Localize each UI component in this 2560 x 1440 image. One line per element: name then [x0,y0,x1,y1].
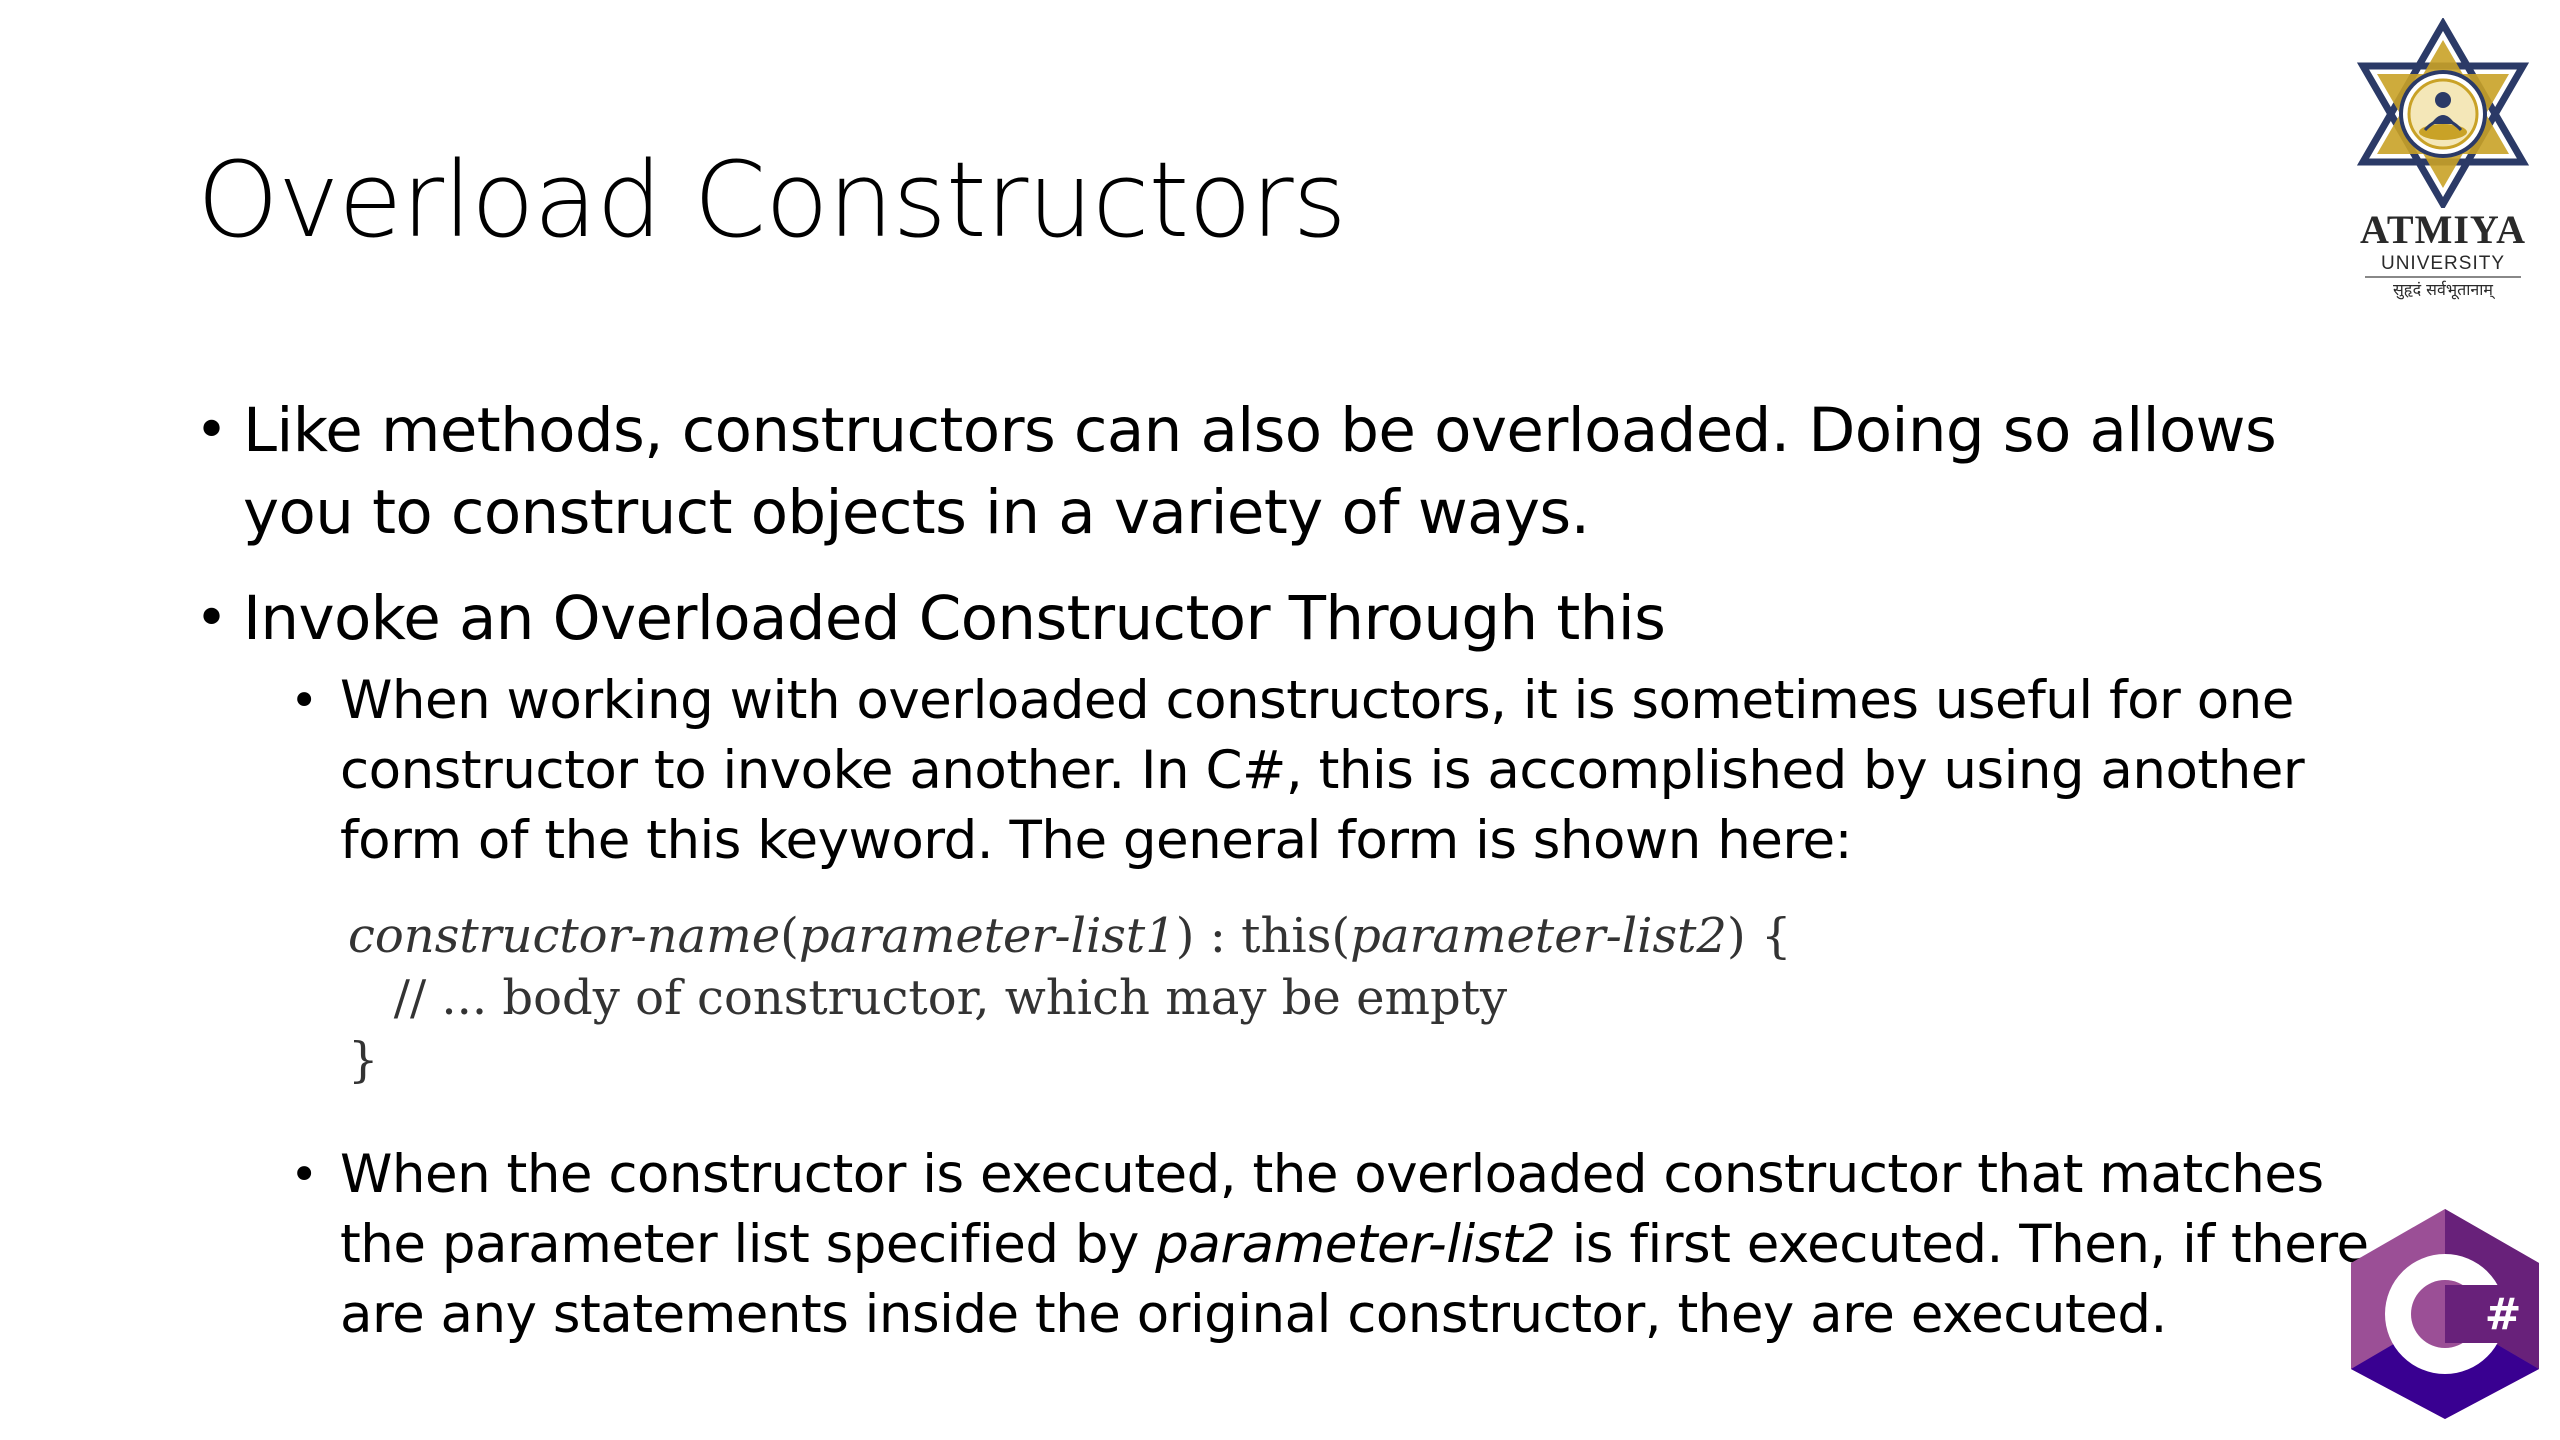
code-brace-close: } [348,1032,379,1088]
code-param-list1: parameter-list1 [798,908,1176,964]
sub-bullet-text-italic: parameter-list2 [1155,1214,1556,1275]
logo-subtitle: UNIVERSITY [2380,253,2506,274]
logo-motto: सुहृदं सर्वभूतानाम् [2392,280,2493,299]
logo-divider [2365,276,2521,278]
bullet-item [195,390,2395,554]
star-emblem-icon [2355,18,2531,208]
sub-bullet-text-before: When the constructor is executed, the overloaded constructor that matches the parameter list specified by [340,1144,2324,1275]
code-brace-open: ) { [1726,908,1792,964]
sub-bullet-list-2 [290,1140,2390,1350]
sub-bullet-item [290,1140,2390,1350]
sub-bullet-item [290,666,2395,876]
csharp-logo-label: # [2484,1289,2522,1340]
bullet-text: Like methods, constructors can also be overloaded. Doing so allows you to construct objects in a variety of ways. [243,395,2277,548]
csharp-logo-icon [2345,1205,2545,1423]
sub-bullet-text: When working with overloaded constructors, it is sometimes useful for one constructor to invoke another. In C#, this is accomplished by using another form of the this keyword. The general form is shown here: [340,670,2305,871]
sub-bullet-text-after: is first executed. Then, if there are any statements inside the original constructor, they are executed. [340,1214,2369,1345]
code-block [348,905,1791,1091]
atmiya-university-logo [2355,18,2531,300]
code-param-list2: parameter-list2 [1350,908,1727,964]
code-body-comment: // ... body of constructor, which may be empty [348,970,1508,1026]
logo-name: ATMIYA [2359,207,2527,252]
bullet-dot-icon: • [290,1147,318,1203]
code-paren-open: ( [780,908,799,964]
bullet-dot-icon: • [195,398,228,463]
bullet-list [195,390,2395,876]
code-constructor-name: constructor-name [348,908,781,964]
bullet-item [195,578,2395,660]
bullet-dot-icon: • [195,586,228,651]
bullet-text: Invoke an Overloaded Constructor Through this [243,583,1666,654]
code-this-call: ) : this( [1175,908,1351,964]
bullet-dot-icon: • [290,673,318,729]
slide-title: Overload Constructors [197,139,1346,261]
